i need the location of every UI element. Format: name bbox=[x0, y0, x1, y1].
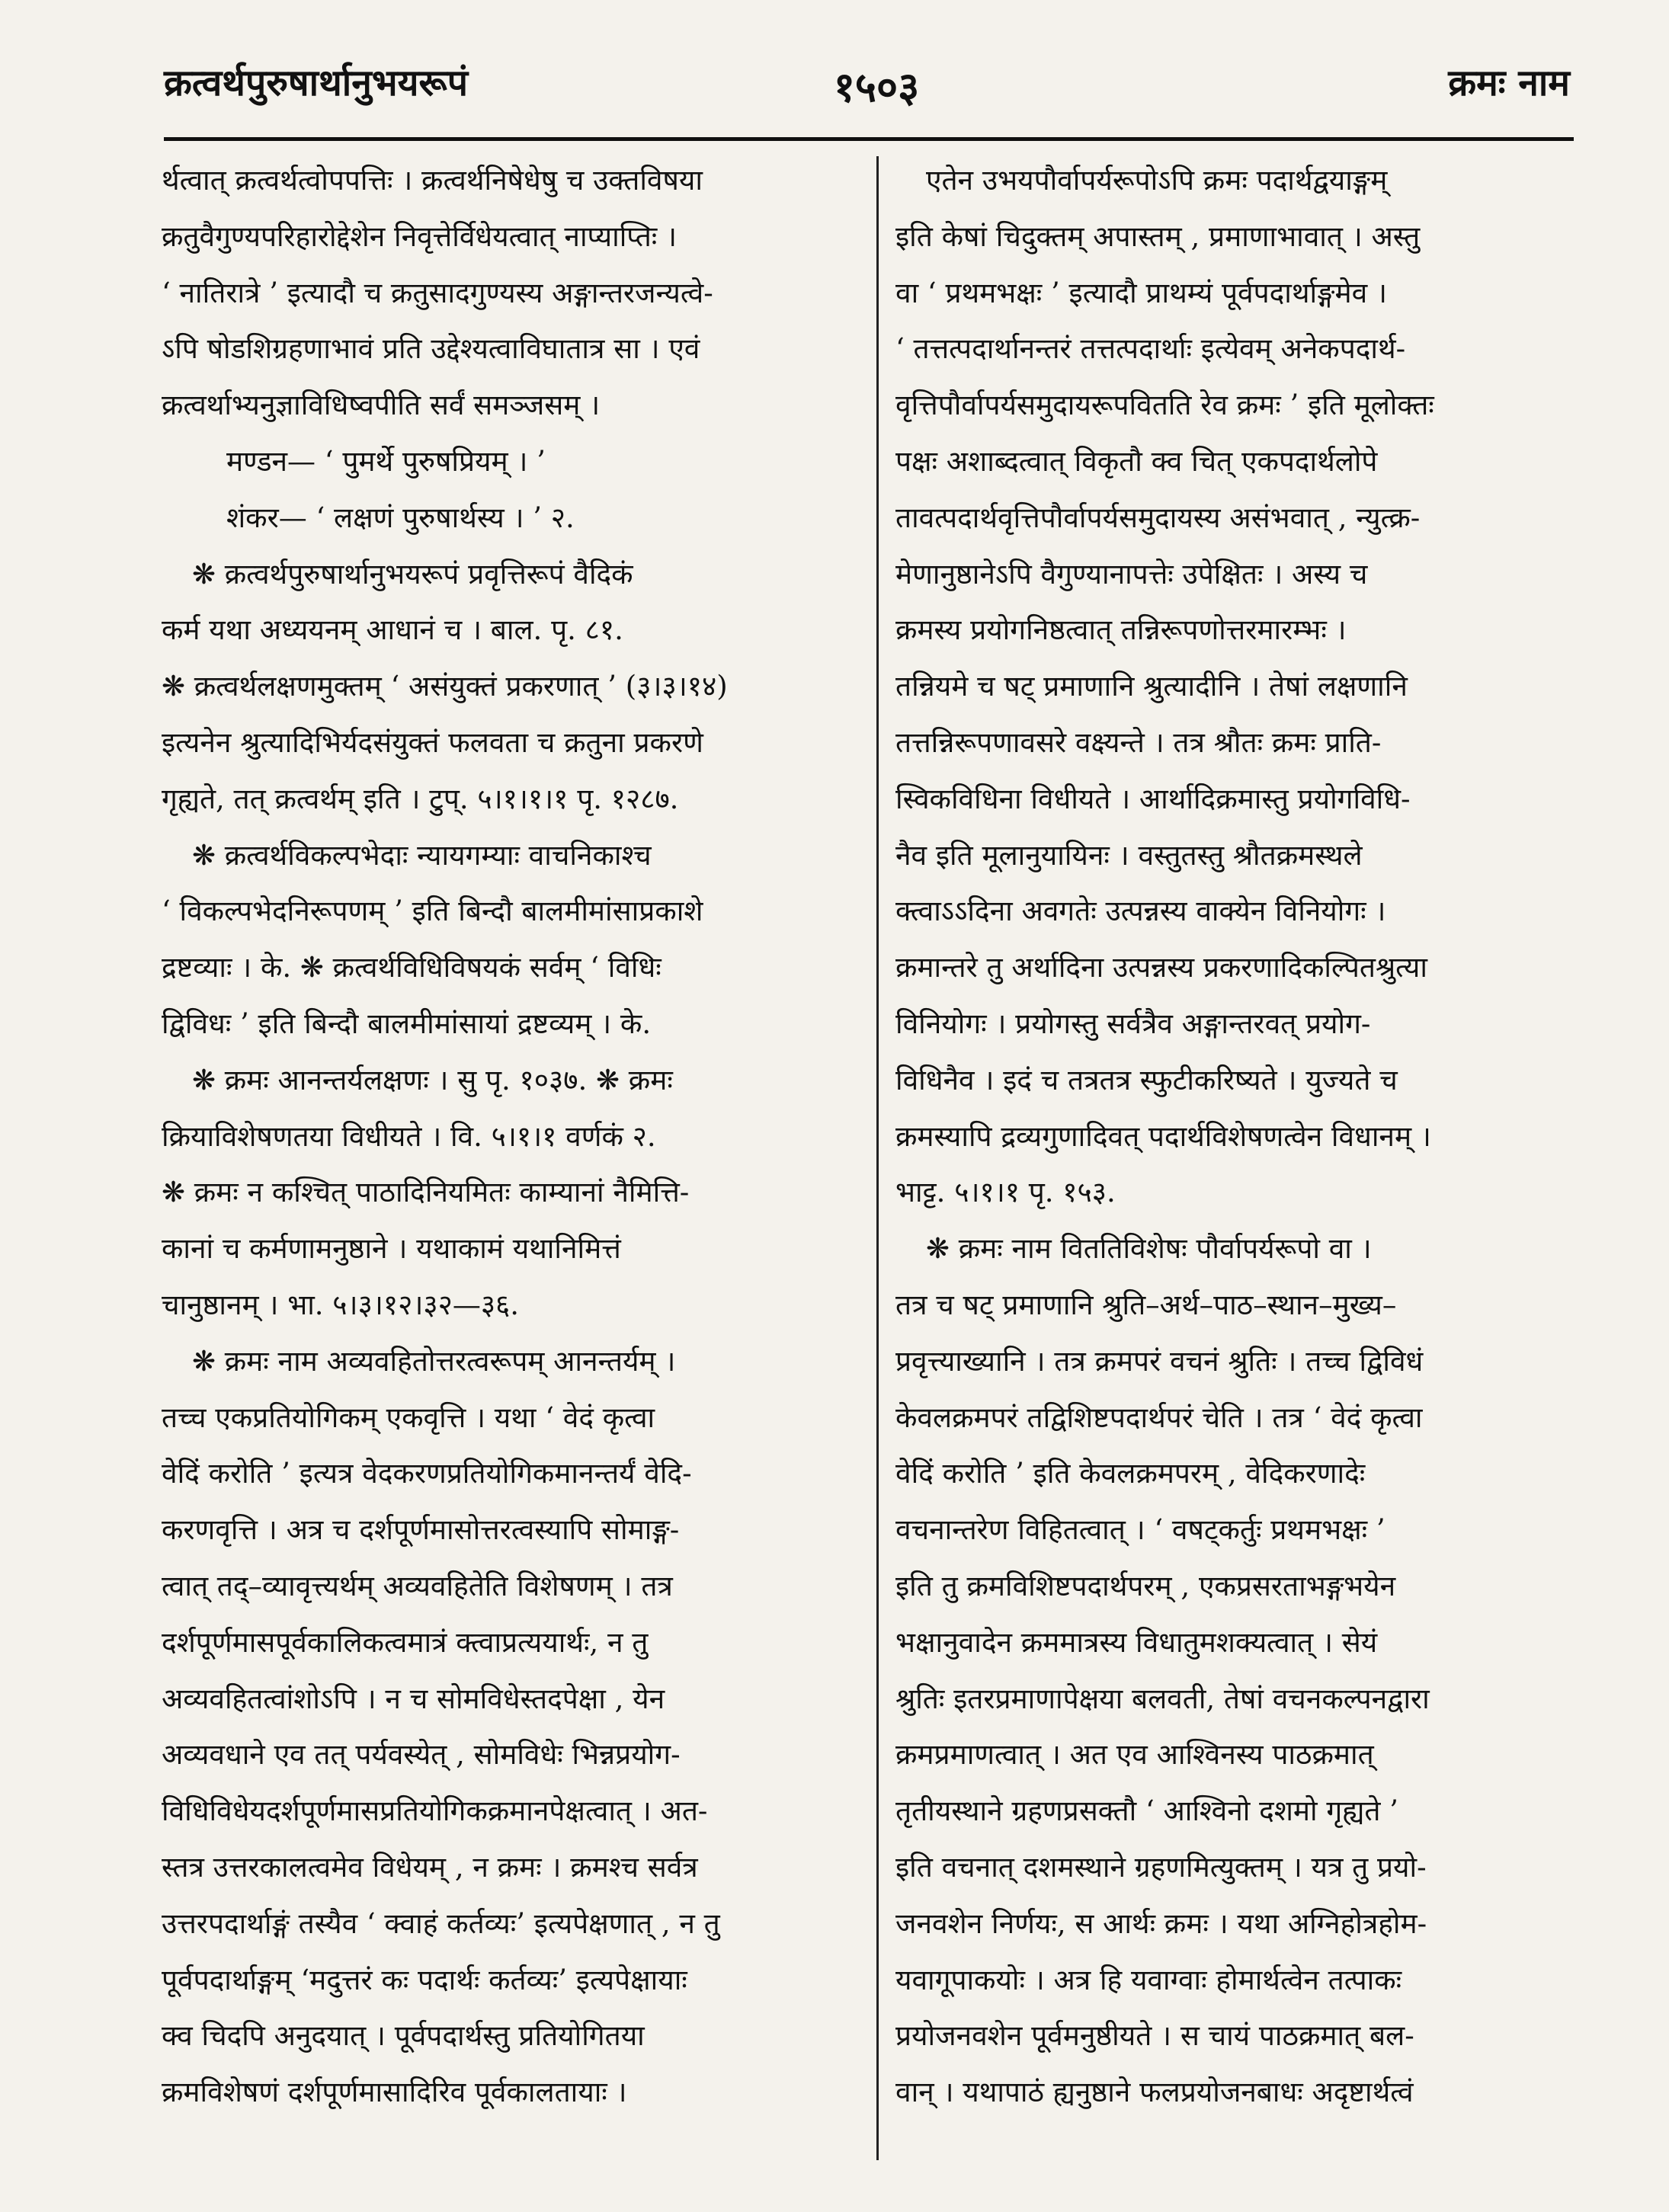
text-line: विधिविधेयदर्शपूर्णमासप्रतियोगिकक्रमानपेक्षत्वात् । अत- bbox=[162, 1794, 708, 1828]
left-column bbox=[162, 152, 863, 2164]
text-line: इत्यनेन श्रुत्यादिभिर्यदसंयुक्तं फलवता च क्रतुना प्रकरणे bbox=[162, 725, 703, 759]
header-rule bbox=[164, 137, 1574, 141]
text-line: तृतीयस्थाने ग्रहणप्रसक्तौ ‘ आश्विनो दशमो गृह्यते ’ bbox=[895, 1794, 1398, 1828]
text-line: र्थत्वात् क्रत्वर्थत्वोपपत्तिः । क्रत्वर्थनिषेधेषु च उक्तविषया bbox=[162, 164, 703, 197]
running-head-right: क्रमः नाम bbox=[1448, 62, 1570, 104]
text-line: क्रमस्य प्रयोगनिष्ठत्वात् तन्निरूपणोत्तरमारम्भः । bbox=[895, 613, 1347, 647]
text-line: प्रयोजनवशेन पूर्वमनुष्ठीयते । स चायं पाठक्रमात् बल- bbox=[895, 2019, 1414, 2053]
text-line: भाट्ट. ५।१।१ पृ. १५३. bbox=[895, 1176, 1116, 1209]
column-divider bbox=[876, 156, 879, 2160]
text-line: श्रुतिः इतरप्रमाणापेक्षया बलवती, तेषां वचनकल्पनद्वारा bbox=[895, 1682, 1430, 1715]
text-line: प्रवृत्त्याख्यानि । तत्र क्रमपरं वचनं श्रुतिः । तच्च द्विविधं bbox=[895, 1344, 1424, 1378]
text-line: गृह्यते, तत् क्रत्वर्थम् इति । टुप्. ५।१।१।१ पृ. १२८७. bbox=[162, 782, 679, 815]
text-line: वृत्तिपौर्वापर्यसमुदायरूपवितति रेव क्रमः ’ इति मूलोक्तः bbox=[895, 389, 1434, 422]
text-line: विनियोगः । प्रयोगस्तु सर्वत्रैव अङ्गान्तरवत् प्रयोग- bbox=[895, 1007, 1371, 1040]
text-line: ❋ क्रमः नाम अव्यवहितोत्तरत्वरूपम् आनन्तर्यम् । bbox=[192, 1344, 676, 1378]
text-line: क्व चिदपि अनुदयात् । पूर्वपदार्थस्तु प्रतियोगितया bbox=[162, 2019, 645, 2053]
text-line: ❋ क्रमः आनन्तर्यलक्षणः । सु पृ. १०३७. ❋ क्रमः bbox=[192, 1063, 673, 1096]
text-line: विधिनैव । इदं च तत्रतत्र स्फुटीकरिष्यते । युज्यते च bbox=[895, 1063, 1398, 1096]
right-column bbox=[895, 152, 1595, 2164]
text-line: क्त्वाऽऽदिना अवगतेः उत्पन्नस्य वाक्येन विनियोगः । bbox=[895, 895, 1386, 928]
text-line: कर्म यथा अध्ययनम् आधानं च । बाल. पृ. ८१. bbox=[162, 613, 623, 647]
text-line: ❋ क्रमः नाम विततिविशेषः पौर्वापर्यरूपो वा । bbox=[926, 1232, 1372, 1266]
text-line: वेदिं करोति ’ इत्यत्र वेदकरणप्रतियोगिकमानन्तर्यं वेदि- bbox=[162, 1457, 692, 1490]
text-line: ‘ तत्तत्पदार्थानन्तरं तत्तत्पदार्थाः इत्येवम् अनेकपदार्थ- bbox=[895, 332, 1406, 366]
text-line: ❋ क्रत्वर्थपुरुषार्थानुभयरूपं प्रवृत्तिरूपं वैदिकं bbox=[192, 557, 633, 591]
text-line: क्रमस्यापि द्रव्यगुणादिवत् पदार्थविशेषणत्वेन विधानम् । bbox=[895, 1119, 1431, 1153]
text-line: द्विविधः ’ इति बिन्दौ बालमीमांसायां द्रष्टव्यम् । के. bbox=[162, 1007, 652, 1040]
text-line: जनवशेन निर्णयः, स आर्थः क्रमः । यथा अग्निहोत्रहोम- bbox=[895, 1906, 1427, 1940]
text-line: केवलक्रमपरं तद्विशिष्टपदार्थपरं चेति । तत्र ‘ वेदं कृत्वा bbox=[895, 1401, 1423, 1434]
text-line: इति केषां चिदुक्तम् अपास्तम् , प्रमाणाभावात् । अस्तु bbox=[895, 219, 1421, 253]
text-line: मेणानुष्ठानेऽपि वैगुण्यानापत्तेः उपेक्षितः । अस्य च bbox=[895, 557, 1368, 591]
text-line: ❋ क्रमः न कश्चित् पाठादिनियमितः काम्यानां नैमित्ति- bbox=[162, 1176, 690, 1209]
page-number: १५०३ bbox=[833, 62, 920, 111]
text-line: यवागूपाकयोः । अत्र हि यवाग्वाः होमार्थत्वेन तत्पाकः bbox=[895, 1963, 1402, 1996]
text-line: स्तत्र उत्तरकालत्वमेव विधेयम् , न क्रमः । क्रमश्च सर्वत्र bbox=[162, 1850, 698, 1884]
text-line: क्रियाविशेषणतया विधीयते । वि. ५।१।१ वर्णकं २. bbox=[162, 1119, 656, 1153]
text-line: एतेन उभयपौर्वापर्यरूपोऽपि क्रमः पदार्थद्वयाङ्गम् bbox=[926, 164, 1388, 197]
text-line: शंकर— ‘ लक्षणं पुरुषार्थस्य । ’ २. bbox=[226, 501, 575, 534]
text-line: तच्च एकप्रतियोगिकम् एकवृत्ति । यथा ‘ वेदं कृत्वा bbox=[162, 1401, 655, 1434]
running-head-left: क्रत्वर्थपुरुषार्थानुभयरूपं bbox=[164, 62, 468, 104]
text-line: पक्षः अशाब्दत्वात् विकृतौ क्व चित् एकपदार्थलोपे bbox=[895, 444, 1378, 478]
text-line: चानुष्ठानम् । भा. ५।३।१२।३२—३६. bbox=[162, 1288, 520, 1321]
text-line: अव्यवधाने एव तत् पर्यवस्येत् , सोमविधेः भिन्नप्रयोग- bbox=[162, 1738, 681, 1772]
text-line: ऽपि षोडशिग्रहणाभावं प्रति उद्देश्यत्वाविघातात्र सा । एवं bbox=[162, 332, 700, 366]
text-line: इति तु क्रमविशिष्टपदार्थपरम् , एकप्रसरताभङ्गभयेन bbox=[895, 1569, 1396, 1602]
text-line: इति वचनात् दशमस्थाने ग्रहणमित्युक्तम् । यत्र तु प्रयो- bbox=[895, 1850, 1427, 1884]
text-line: अव्यवहितत्वांशोऽपि । न च सोमविधेस्तदपेक्षा , येन bbox=[162, 1682, 665, 1715]
text-line: स्विकविधिना विधीयते । आर्थादिक्रमास्तु प्रयोगविधि- bbox=[895, 782, 1411, 815]
text-line: करणवृत्ति । अत्र च दर्शपूर्णमासोत्तरत्वस्यापि सोमाङ्ग- bbox=[162, 1513, 680, 1547]
text-line: क्रमप्रमाणत्वात् । अत एव आश्विनस्य पाठक्रमात् bbox=[895, 1738, 1374, 1772]
text-line: ‘ नातिरात्रे ’ इत्यादौ च क्रतुसादगुण्यस्य अङ्गान्तरजन्यत्वे- bbox=[162, 276, 713, 309]
text-line: क्रमान्तरे तु अर्थादिना उत्पन्नस्य प्रकरणादिकल्पितश्रुत्या bbox=[895, 951, 1427, 984]
text-line: क्रत्वर्थाभ्यनुज्ञाविधिष्वपीति सर्वं समञ्जसम् । bbox=[162, 389, 601, 422]
text-line: भक्षानुवादेन क्रममात्रस्य विधातुमशक्यत्वात् । सेयं bbox=[895, 1625, 1378, 1659]
text-line: मण्डन— ‘ पुमर्थे पुरुषप्रियम् । ’ bbox=[226, 444, 546, 478]
text-line: वा ‘ प्रथमभक्षः ’ इत्यादौ प्राथम्यं पूर्वपदार्थाङ्गमेव । bbox=[895, 276, 1387, 309]
text-line: त्वात् तद्–व्यावृत्त्यर्थम् अव्यवहितेति विशेषणम् । तत्र bbox=[162, 1569, 673, 1602]
text-line: क्रमविशेषणं दर्शपूर्णमासादिरिव पूर्वकालतायाः । bbox=[162, 2076, 627, 2109]
text-line: तावत्पदार्थवृत्तिपौर्वापर्यसमुदायस्य असंभवात् , न्युत्क्र- bbox=[895, 501, 1421, 534]
text-line: उत्तरपदार्थाङ्गं तस्यैव ‘ क्वाहं कर्तव्यः’ इत्यपेक्षणात् , न तु bbox=[162, 1906, 720, 1940]
text-line: तत्तन्निरूपणावसरे वक्ष्यन्ते । तत्र श्रौतः क्रमः प्राति- bbox=[895, 725, 1382, 759]
text-line: तत्र च षट् प्रमाणानि श्रुति–अर्थ–पाठ–स्थान–मुख्य– bbox=[895, 1288, 1397, 1321]
text-line: वचनान्तरेण विहितत्वात् । ‘ वषट्कर्तुः प्रथमभक्षः ’ bbox=[895, 1513, 1385, 1547]
text-line: वान् । यथापाठं ह्यनुष्ठाने फलप्रयोजनबाधः अदृष्टार्थत्वं bbox=[895, 2076, 1414, 2109]
text-line: तन्नियमे च षट् प्रमाणानि श्रुत्यादीनि । तेषां लक्षणानि bbox=[895, 670, 1408, 703]
text-line: ❋ क्रत्वर्थविकल्पभेदाः न्यायगम्याः वाचनिकाश्च bbox=[192, 838, 652, 872]
page-header bbox=[0, 0, 1669, 145]
text-line: पूर्वपदार्थाङ्गम् ‘मदुत्तरं कः पदार्थः कर्तव्यः’ इत्यपेक्षायाः bbox=[162, 1963, 687, 1996]
text-line: वेदिं करोति ’ इति केवलक्रमपरम् , वेदिकरणादेः bbox=[895, 1457, 1366, 1490]
text-line: ❋ क्रत्वर्थलक्षणमुक्तम् ‘ असंयुक्तं प्रकरणात् ’ (३।३।१४) bbox=[162, 670, 728, 703]
text-line: दर्शपूर्णमासपूर्वकालिकत्वमात्रं क्त्वाप्रत्ययार्थः, न तु bbox=[162, 1625, 649, 1659]
text-line: कानां च कर्मणामनुष्ठाने । यथाकामं यथानिमित्तं bbox=[162, 1232, 621, 1266]
text-line: नैव इति मूलानुयायिनः । वस्तुतस्तु श्रौतक्रमस्थले bbox=[895, 838, 1363, 872]
text-line: द्रष्टव्याः । के. ❋ क्रत्वर्थविधिविषयकं सर्वम् ‘ विधिः bbox=[162, 951, 662, 984]
text-line: ‘ विकल्पभेदनिरूपणम् ’ इति बिन्दौ बालमीमांसाप्रकाशे bbox=[162, 895, 703, 928]
text-line: क्रतुवैगुण्यपरिहारोद्देशेन निवृत्तेर्विधेयत्वात् नाप्याप्तिः । bbox=[162, 219, 678, 253]
